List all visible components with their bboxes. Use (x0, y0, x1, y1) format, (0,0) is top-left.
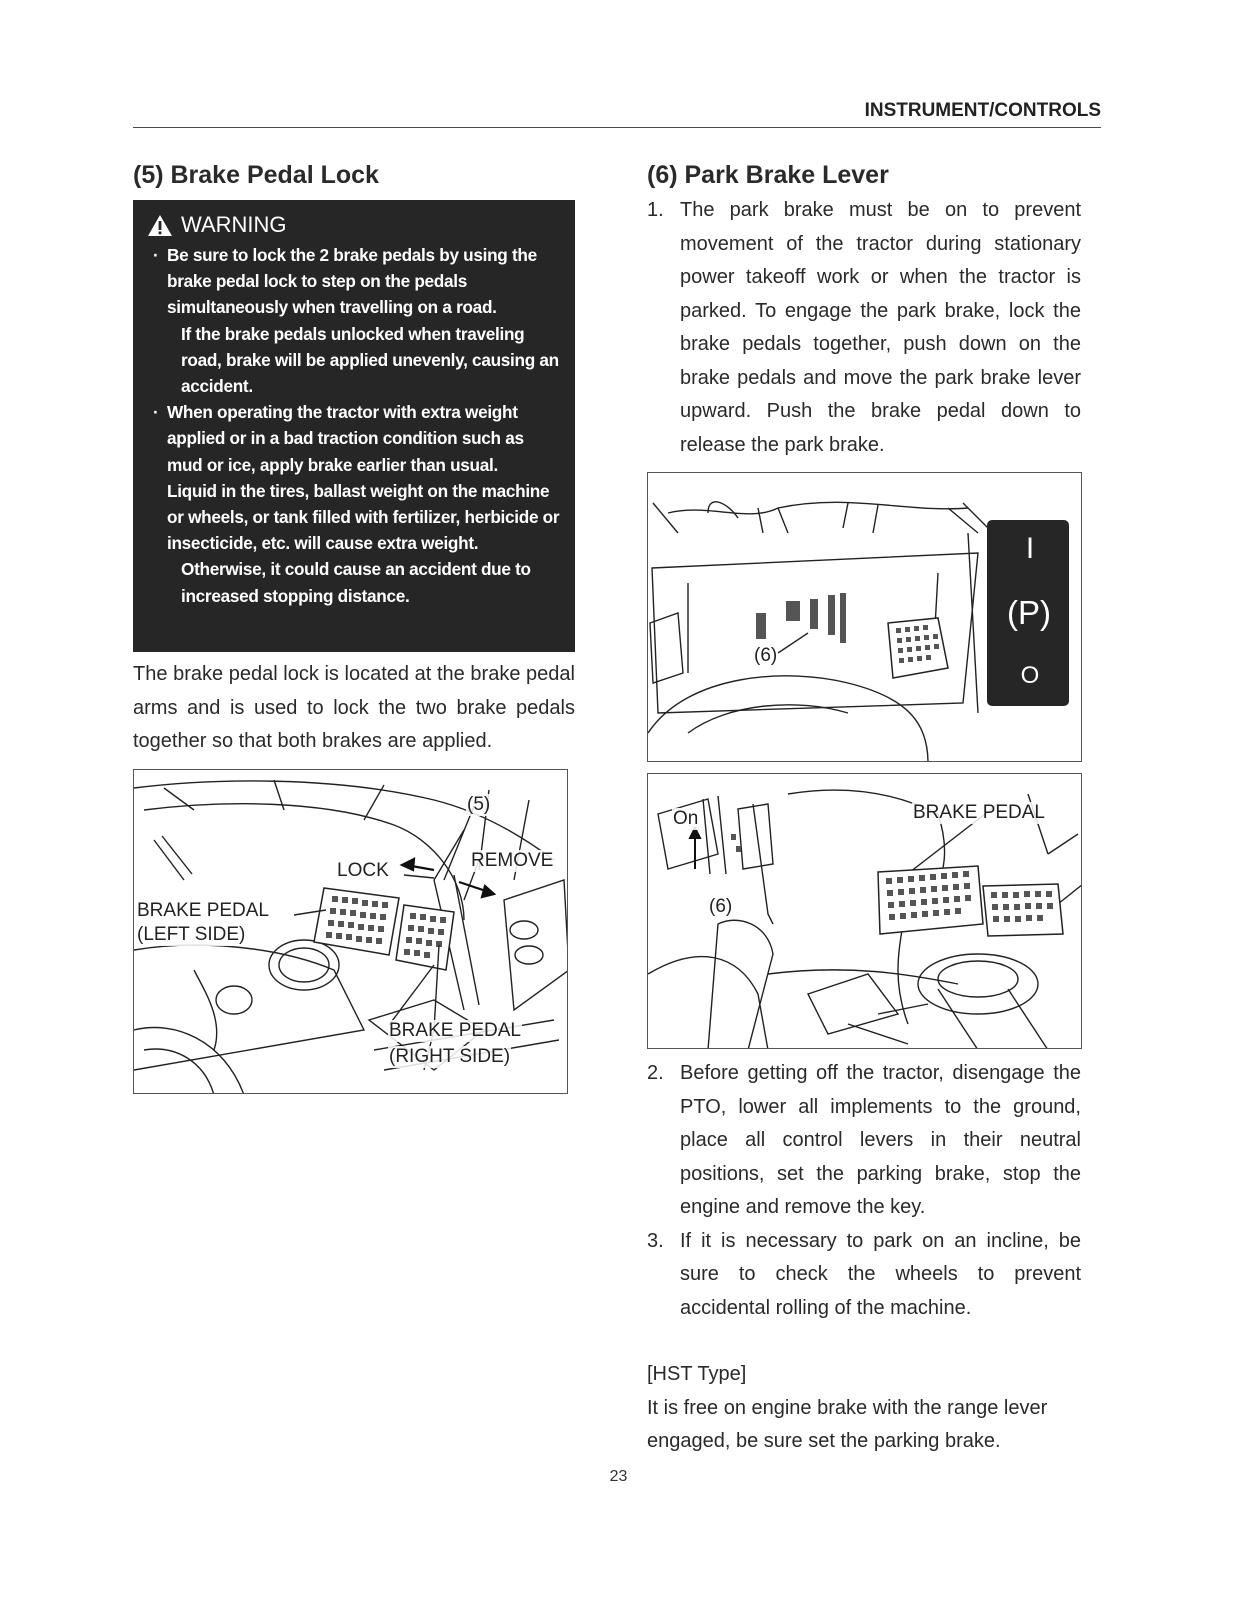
brake-pedal-lock-figure (133, 769, 568, 1094)
step-2-number: 2. (647, 1062, 664, 1084)
figure-label-right-pedal-2: (RIGHT SIDE) (389, 1045, 511, 1067)
section-title: INSTRUMENT/CONTROLS (864, 100, 1101, 121)
figure-label-on: On (673, 808, 699, 829)
hst-type-title: [HST Type] (647, 1363, 747, 1385)
step-3-text: If it is necessary to park on an incline, be sure to check the wheels to prevent accidental rolling of the machine. (680, 1229, 1081, 1319)
warning-title: WARNING (181, 212, 287, 237)
warning-bullet-2-text: When operating the tractor with extra weight applied or in a bad traction condition such as mud or ice, apply brake earlier than usual. (167, 402, 524, 475)
brake-lock-description: The brake pedal lock is located at the brake pedal arms and is used to lock the two brake pedals together so that both brakes are applied. (133, 663, 575, 752)
brake-pedal-park-figure (647, 773, 1082, 1049)
warning-bullet-1-sub: If the brake pedals unlocked when traveling road, brake will be applied unevenly, causing an accident. (181, 323, 559, 397)
figure-label-left-pedal-2: (LEFT SIDE) (137, 923, 246, 945)
step-2-text: Before getting off the tractor, disengage the PTO, lower all implements to the ground, place all control levers in their neutral positions, set the parking brake, stop the engine and remove the key. (680, 1062, 1081, 1218)
step-2 (647, 1057, 1081, 1225)
figure-label-left-pedal-1: BRAKE PEDAL (137, 899, 269, 921)
park-brake-steps-part-2 (647, 1057, 1081, 1325)
figure-label-6-bottom: (6) (709, 896, 733, 917)
warning-box (133, 200, 575, 652)
park-symbol-icon: (P) (1007, 594, 1051, 631)
hst-type-text: It is free on engine brake with the range lever engaged, be sure set the parking brake. (647, 1396, 1048, 1452)
figure-label-right-pedal-1: BRAKE PEDAL (389, 1019, 521, 1041)
park-brake-steps-part-1 (647, 194, 1081, 462)
step-1 (647, 194, 1081, 462)
warning-bullet-2: · When operating the tractor with extra weight applied or in a bad traction condition such as mud or ice, apply brake earlier than usual. (153, 402, 524, 475)
warning-triangle-icon (147, 214, 173, 237)
indicator-off-mark: O (1020, 662, 1040, 689)
figure-label-6-top: (6) (754, 645, 778, 666)
warning-bullet-2-sub: Otherwise, it could cause an accident due to increased stopping distance. (181, 559, 531, 606)
park-brake-lever-figure (647, 472, 1082, 762)
figure-label-brake-pedal: BRAKE PEDAL (913, 802, 1045, 823)
page-number: 23 (609, 1468, 628, 1485)
figure-label-5: (5) (467, 793, 491, 815)
warning-bullet-1-text: Be sure to lock the 2 brake pedals by using the brake pedal lock to step on the pedals simultaneously when travelling on a road. (167, 245, 537, 318)
warning-bullet-2-cont: Liquid in the tires, ballast weight on the machine or wheels, or tank filled with fertilizer, herbicide or insecticide, etc. will cause extra weight. (167, 480, 560, 554)
warning-bullet-1: · Be sure to lock the 2 brake pedals by using the brake pedal lock to step on the pedals simultaneously when travelling on a road. (153, 245, 537, 318)
step-1-text: The park brake must be on to prevent movement of the tractor during stationary power takeoff work or when the tractor is parked. To engage the park brake, lock the brake pedals together, push down on the brake pedals and move the park brake lever upward. Push the brake pedal down to release the park brake. (680, 199, 1081, 456)
step-3 (647, 1225, 1081, 1326)
left-column (133, 160, 575, 1094)
park-brake-lever-heading: (6) Park Brake Lever (647, 161, 889, 189)
figure-label-lock: LOCK (337, 859, 389, 881)
step-1-number: 1. (647, 199, 664, 221)
page-header (133, 100, 1101, 128)
warning-header (147, 212, 561, 238)
figure-label-remove: REMOVE (471, 849, 554, 871)
right-column (647, 160, 1103, 1459)
step-3-number: 3. (647, 1229, 664, 1252)
brake-pedal-lock-heading: (5) Brake Pedal Lock (133, 161, 379, 189)
indicator-on-mark: I (1025, 532, 1035, 565)
